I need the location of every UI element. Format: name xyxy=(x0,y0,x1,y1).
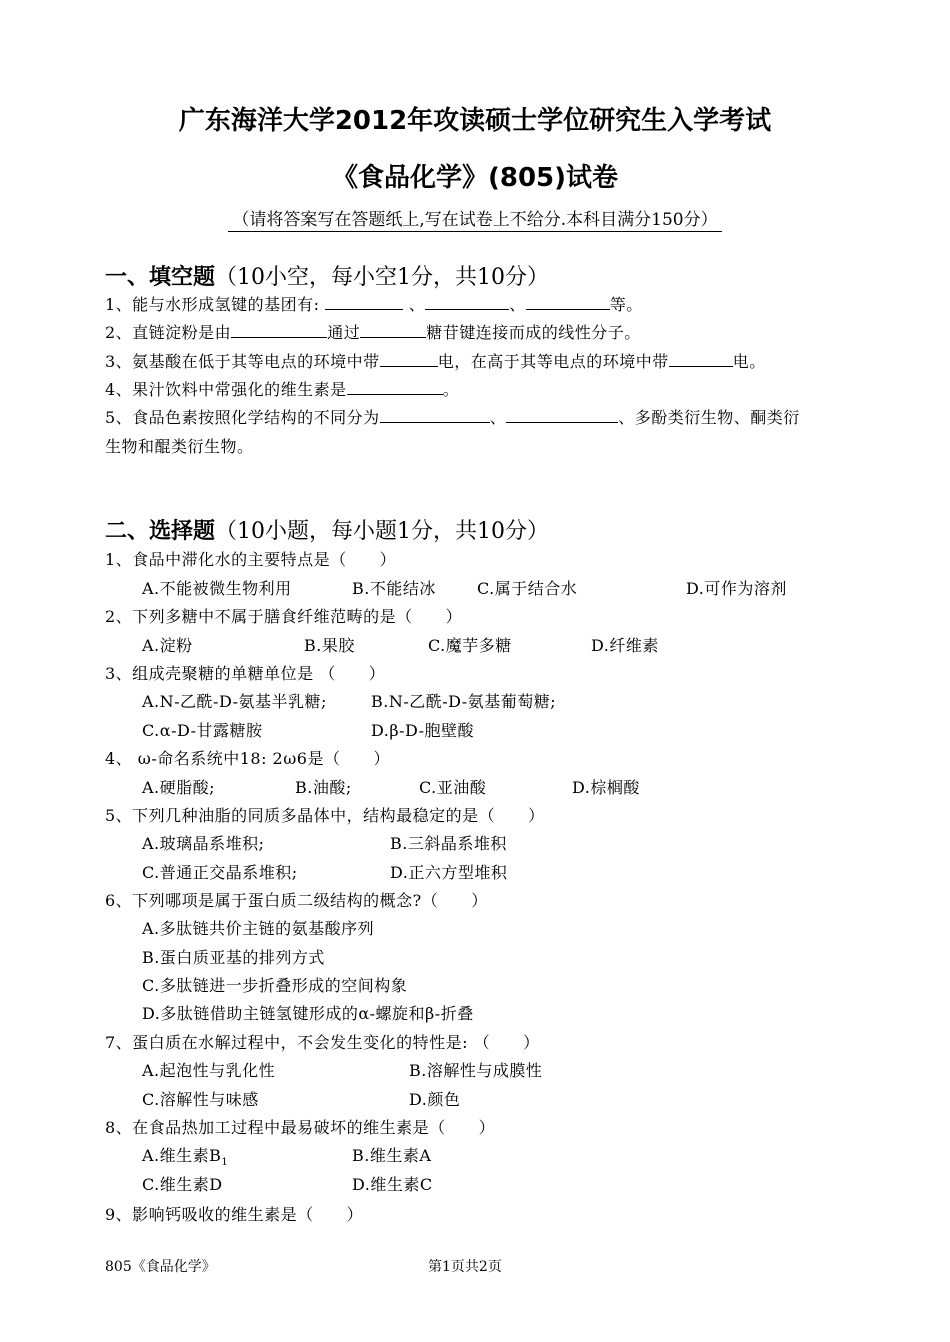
choice-q1-stem: 1、食品中滞化水的主要特点是（ ） xyxy=(105,550,397,569)
footer-course: 805《食品化学》 xyxy=(105,1259,216,1275)
choice-q6-stem: 6、下列哪项是属于蛋白质二级结构的概念?（ ） xyxy=(105,891,488,910)
exam-subtitle: 《食品化学》(805)试卷 xyxy=(331,163,619,193)
choice-q3-d: D.β-D-胞壁酸 xyxy=(371,721,475,740)
choice-q8-a: A.维生素$B_1$ xyxy=(142,1146,229,1169)
choice-q5-d: D.正六方型堆积 xyxy=(390,863,508,882)
fill-q4: 4、果汁饮料中常强化的维生素是 。 xyxy=(105,380,460,399)
footer-page-number: 第1页共2页 xyxy=(428,1259,502,1275)
choice-q7-a: A.起泡性与乳化性 xyxy=(142,1061,276,1080)
choice-q5-c: C.普通正交晶系堆积; xyxy=(142,863,298,882)
fill-q5: 5、食品色素按照化学结构的不同分为 、 、多酚类衍生物、酮类衍 xyxy=(105,408,800,427)
choice-q2-b: B.果胶 xyxy=(304,636,355,655)
choice-q5-a: A.玻璃晶系堆积; xyxy=(142,834,265,853)
choice-q6-c: C.多肽链进一步折叠形成的空间构象 xyxy=(142,976,408,995)
choice-q8-b: B.维生素A xyxy=(352,1146,432,1165)
choice-q8-d: D.维生素C xyxy=(352,1175,433,1194)
choice-q9-stem: 9、影响钙吸收的维生素是（ ） xyxy=(105,1205,364,1224)
choice-q6-a: A.多肽链共价主链的氨基酸序列 xyxy=(142,919,375,938)
fill-q1: 1、能与水形成氢键的基团有: 、 、 等。 xyxy=(105,295,643,314)
choice-q2-c: C.魔芋多糖 xyxy=(428,636,512,655)
exam-note: （请将答案写在答题纸上,写在试卷上不给分.本科目满分150分） xyxy=(0,205,950,230)
choice-q1-b: B.不能结冰 xyxy=(352,579,436,598)
choice-q4-a: A.硬脂酸; xyxy=(142,778,216,797)
fill-q2: 2、直链淀粉是由 通过 糖苷键连接而成的线性分子。 xyxy=(105,323,641,342)
choice-q8-c: C.维生素D xyxy=(142,1175,223,1194)
choice-q7-stem: 7、蛋白质在水解过程中，不会发生变化的特性是: （ ） xyxy=(105,1033,540,1052)
choice-q1-c: C.属于结合水 xyxy=(477,579,578,598)
choice-q4-c: C.亚油酸 xyxy=(419,778,487,797)
choice-q4-b: B.油酸; xyxy=(295,778,352,797)
choice-q6-b: B.蛋白质亚基的排列方式 xyxy=(142,948,325,967)
choice-q3-b: B.N-乙酰-D-氨基葡萄糖; xyxy=(371,692,557,711)
choice-q7-d: D.颜色 xyxy=(409,1090,461,1109)
choice-q4-stem: 4、 ω-命名系统中18: 2ω6是（ ） xyxy=(105,749,390,768)
choice-q1-a: A.不能被微生物利用 xyxy=(142,579,292,598)
choice-q1-d: D.可作为溶剂 xyxy=(686,579,787,598)
choice-q3-c: C.α-D-甘露糖胺 xyxy=(142,721,263,740)
fill-q5-cont: 生物和醌类衍生物。 xyxy=(105,437,254,456)
choice-q8-stem: 8、在食品热加工过程中最易破坏的维生素是（ ） xyxy=(105,1118,496,1137)
section1-heading: 一、填空题（10小空，每小空1分，共10分） xyxy=(105,265,550,290)
exam-title: 广东海洋大学2012年攻读硕士学位研究生入学考试 xyxy=(178,106,772,136)
choice-q5-stem: 5、下列几种油脂的同质多晶体中，结构最稳定的是（ ） xyxy=(105,806,545,825)
choice-q4-d: D.棕榈酸 xyxy=(572,778,640,797)
choice-q5-b: B.三斜晶系堆积 xyxy=(390,834,507,853)
choice-q2-a: A.淀粉 xyxy=(142,636,193,655)
section2-heading: 二、选择题（10小题，每小题1分，共10分） xyxy=(105,519,550,544)
choice-q2-stem: 2、下列多糖中不属于膳食纤维范畴的是（ ） xyxy=(105,607,463,626)
fill-q3: 3、氨基酸在低于其等电点的环境中带 电，在高于其等电点的环境中带 电。 xyxy=(105,352,766,371)
choice-q3-a: A.N-乙酰-D-氨基半乳糖; xyxy=(142,692,327,711)
choice-q2-d: D.纤维素 xyxy=(591,636,659,655)
choice-q7-b: B.溶解性与成膜性 xyxy=(409,1061,543,1080)
choice-q3-stem: 3、组成壳聚糖的单糖单位是 （ ） xyxy=(105,664,386,683)
choice-q7-c: C.溶解性与味感 xyxy=(142,1090,259,1109)
choice-q6-d: D.多肽链借助主链氢键形成的α-螺旋和β-折叠 xyxy=(142,1004,474,1023)
